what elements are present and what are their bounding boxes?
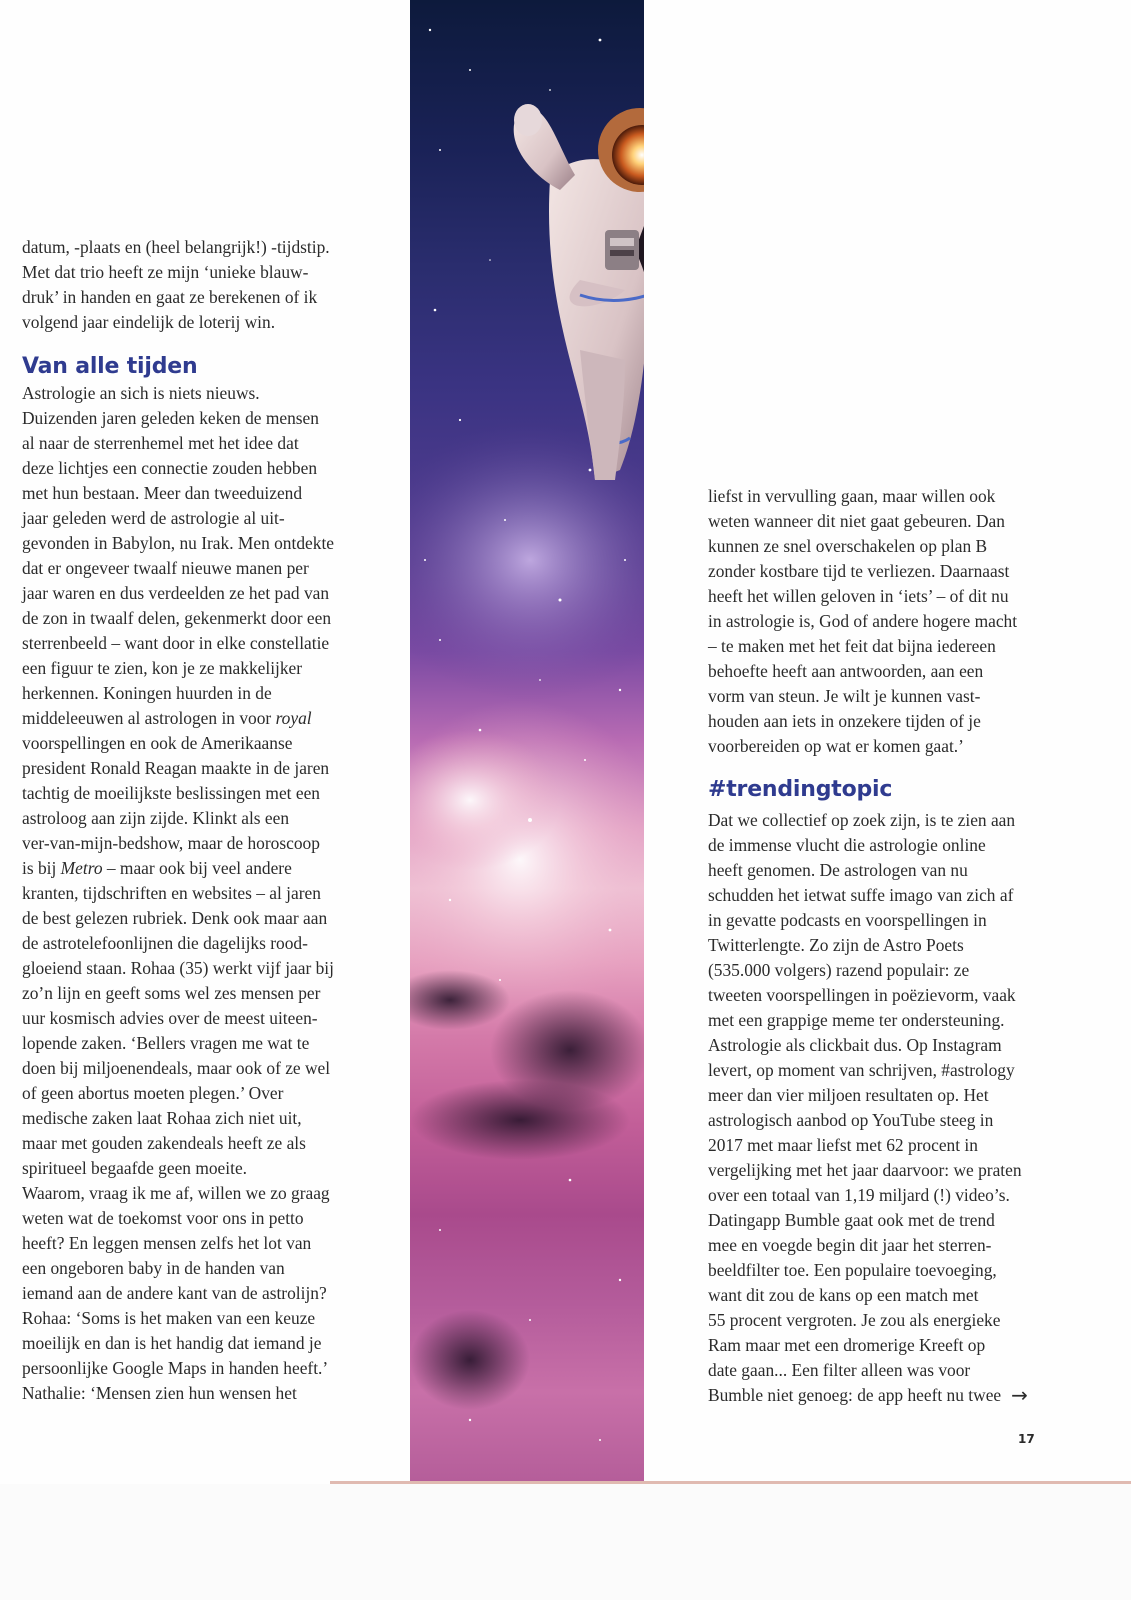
text-line: want dit zou de kans op een match met [708,1285,979,1305]
text-line: Twitterlengte. Zo zijn de Astro Poets [708,935,964,955]
text-fragment: is bij [22,858,57,878]
text-line: voorspellingen en ook de Amerikaanse [22,733,293,753]
text-line: 55 procent vergroten. Je zou als energieke [708,1310,1001,1330]
text-line: astroloog aan zijn zijde. Klinkt als een [22,808,290,828]
text-fragment: middeleeuwen al astrologen in voor [22,708,272,728]
section-heading-trendingtopic: #trendingtopic [708,777,893,802]
text-line: dat er ongeveer twaalf nieuwe manen per [22,558,309,578]
text-line: herkennen. Koningen huurden in de [22,683,272,703]
page-edge-line [330,1481,1131,1484]
left-column-body [22,381,334,1406]
text-line: een ongeboren baby in de handen van [22,1258,285,1278]
text-line: sterrenbeeld – want door in elke constellatie [22,633,330,653]
text-line: vorm van steun. Je wilt je kunnen vast- [708,686,981,706]
text-line: president Ronald Reagan maakte in de jaren [22,758,330,778]
text-line: date gaan... Een filter alleen was voor [708,1360,971,1380]
text-line: levert, op moment van schrijven, #astrology [708,1060,1015,1080]
text-line: Duizenden jaren geleden keken de mensen [22,408,319,428]
text-line: lopende zaken. ‘Bellers vragen me wat te [22,1033,310,1053]
text-line: jaar waren en dus verdeelden ze het pad van [22,583,330,603]
text-line: tweeten voorspellingen in poëzievorm, vaak [708,985,1016,1005]
text-line: Astrologie an sich is niets nieuws. [22,383,260,403]
text-fragment: Bumble niet genoeg: de app heeft nu twee [708,1385,1002,1405]
right-column-body [708,808,1028,1408]
text-line: schudden het ietwat suffe imago van zich af [708,885,1014,905]
text-line: met hun bestaan. Meer dan tweeduizend [22,483,303,503]
text-line: heeft? En leggen mensen zelfs het lot van [22,1233,312,1253]
text-line: met een grappige meme ter ondersteuning. [708,1010,1005,1030]
text-line [22,706,334,731]
text-line: volgend jaar eindelijk de loterij win. [22,312,276,332]
text-line: uur kosmisch advies over de meest uiteen- [22,1008,318,1028]
section-heading-van-alle-tijden: Van alle tijden [22,354,198,379]
text-line: kunnen ze snel overschakelen op plan B [708,536,988,556]
text-line: gevonden in Babylon, nu Irak. Men ontdekte [22,533,334,553]
text-line [708,1383,1028,1408]
text-line: tachtig de moeilijkste beslissingen met een [22,783,320,803]
text-line: of geen abortus moeten plegen.’ Over [22,1083,284,1103]
text-line: persoonlijke Google Maps in handen heeft.’ [22,1358,329,1378]
text-line: astrologisch aanbod op YouTube steeg in [708,1110,994,1130]
text-line: de best gelezen rubriek. Denk ook maar aan [22,908,328,928]
text-line: weten wanneer dit niet gaat gebeuren. Dan [708,511,1005,531]
text-line: doen bij miljoenendeals, maar ook of ze wel [22,1058,331,1078]
text-line: liefst in vervulling gaan, maar willen ook [708,486,996,506]
text-line: de astrotelefoonlijnen die dagelijks rood- [22,933,308,953]
text-line: spiritueel begaafde geen moeite. [22,1158,248,1178]
arrow-right-icon: → [1011,1383,1028,1407]
text-line: de zon in twaalf delen, gekenmerkt door een [22,608,332,628]
text-line: Waarom, vraag ik me af, willen we zo graag [22,1183,330,1203]
text-line: de immense vlucht die astrologie online [708,835,986,855]
text-line: Dat we collectief op zoek zijn, is te zien aan [708,810,1016,830]
text-line: gloeiend staan. Rohaa (35) werkt vijf jaar bij [22,958,334,978]
right-column-intro [708,484,1038,759]
text-line: beeldfilter toe. Een populaire toevoeging, [708,1260,997,1280]
text-line: maar met gouden zakendeals heeft ze als [22,1133,306,1153]
galaxy-image [410,0,644,1481]
text-line: Ram maar met een dromerige Kreeft op [708,1335,986,1355]
text-line: medische zaken laat Rohaa zich niet uit, [22,1108,302,1128]
text-line: ver-van-mijn-bedshow, maar de horoscoop [22,833,320,853]
text-line: in astrologie is, God of andere hogere macht [708,611,1018,631]
text-line: (535.000 volgers) razend populair: ze [708,960,970,980]
text-line: Nathalie: ‘Mensen zien hun wensen het [22,1383,297,1403]
text-line: moeilijk en dan is het handig dat iemand je [22,1333,322,1353]
text-line: datum, -plaats en (heel belangrijk!) -tijdstip. [22,237,330,257]
text-line: Rohaa: ‘Soms is het maken van een keuze [22,1308,316,1328]
text-line: jaar geleden werd de astrologie al uit- [22,508,285,528]
text-line: – te maken met het feit dat bijna iedereen [708,636,996,656]
text-line: heeft genomen. De astrologen van nu [708,860,968,880]
text-line: kranten, tijdschriften en websites – al jaren [22,883,321,903]
text-line: weten wat de toekomst voor ons in petto [22,1208,304,1228]
page-number: 17 [1018,1432,1035,1446]
text-line: Astrologie als clickbait dus. Op Instagram [708,1035,1002,1055]
text-line: meer dan vier miljoen resultaten op. Het [708,1085,989,1105]
text-line: heeft het willen geloven in ‘iets’ – of dit nu [708,586,1009,606]
text-line: houden aan iets in onzekere tijden of je [708,711,981,731]
text-line: vergelijking met het jaar daarvoor: we praten [708,1160,1022,1180]
italic-word: royal [275,708,312,728]
text-line: zo’n lijn en geeft soms wel zes mensen per [22,983,321,1003]
left-column-intro [22,235,352,335]
italic-word: Metro [60,858,103,878]
text-line [22,856,334,881]
text-line: iemand aan de andere kant van de astrolijn? [22,1283,327,1303]
scan-margin [0,1484,1131,1600]
text-line: Met dat trio heeft ze mijn ‘unieke blauw- [22,262,309,282]
text-line: deze lichtjes een connectie zouden hebben [22,458,318,478]
text-line: behoefte heeft aan antwoorden, aan een [708,661,984,681]
text-line: mee en voegde begin dit jaar het sterren- [708,1235,992,1255]
galaxy-illustration [410,0,644,1481]
text-line: voorbereiden op wat er komen gaat.’ [708,736,964,756]
text-line: al naar de sterrenhemel met het idee dat [22,433,299,453]
text-line: druk’ in handen en gaat ze berekenen of ik [22,287,318,307]
text-line: zonder kostbare tijd te verliezen. Daarnaast [708,561,1010,581]
text-line: over een totaal van 1,19 miljard (!) video’s. [708,1185,1010,1205]
text-line: 2017 met maar liefst met 62 procent in [708,1135,978,1155]
text-line: een figuur te zien, kon je ze makkelijker [22,658,303,678]
text-line: in gevatte podcasts en voorspellingen in [708,910,987,930]
text-fragment: – maar ook bij veel andere [102,858,292,878]
text-line: Datingapp Bumble gaat ook met de trend [708,1210,995,1230]
